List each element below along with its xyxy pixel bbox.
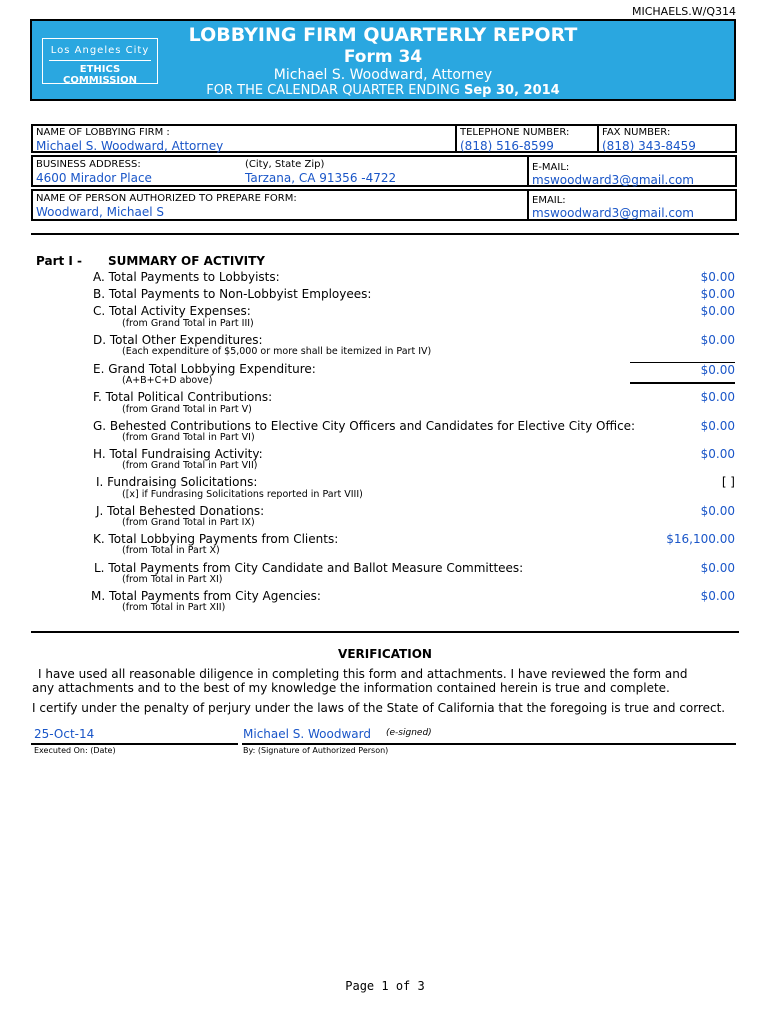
item-b-label: B. Total Payments to Non-Lobbyist Employees: — [93, 287, 372, 301]
item-d-amount: $0.00 — [700, 333, 735, 347]
signer-name: Michael S. Woodward — [243, 727, 371, 741]
verification-heading: VERIFICATION — [338, 647, 432, 661]
item-e-label: E. Grand Total Lobbying Expenditure: — [93, 362, 316, 376]
report-title: LOBBYING FIRM QUARTERLY REPORT — [188, 24, 578, 46]
preparer-email-label: EMAIL: — [532, 195, 566, 206]
item-j-note: (from Grand Total in Part IX) — [122, 517, 255, 528]
item-l-amount: $0.00 — [700, 561, 735, 575]
item-m-note: (from Total in Part XII) — [122, 602, 226, 613]
item-g-label: G. Behested Contributions to Elective City Officers and Candidates for Elective City Office: — [93, 419, 636, 433]
item-f-amount: $0.00 — [700, 390, 735, 404]
item-l-note: (from Total in Part XI) — [122, 574, 223, 585]
quarter-prefix: FOR THE CALENDAR QUARTER ENDING — [206, 83, 460, 98]
preparer-box — [31, 189, 737, 221]
item-d-label: D. Total Other Expenditures: — [93, 333, 263, 347]
form-number: Form 34 — [343, 47, 423, 67]
item-c-label: C. Total Activity Expenses: — [93, 304, 251, 318]
item-f-note: (from Grand Total in Part V) — [122, 404, 252, 415]
firm-name-box — [31, 124, 737, 153]
divider — [455, 126, 457, 151]
item-g-note: (from Grand Total in Part VI) — [122, 432, 255, 443]
verification-paragraph-1: I have used all reasonable diligence in completing this form and attachments. I have reviewed the form and any attachments and to the best of my knowledge the information contained herein is true and complete. — [32, 667, 688, 695]
item-k-label: K. Total Lobbying Payments from Clients: — [93, 532, 339, 546]
email-label: E-MAIL: — [532, 162, 570, 173]
phone-value: (818) 516-8599 — [460, 139, 554, 153]
verification-paragraph-2: I certify under the penalty of perjury under the laws of the State of California that the foregoing is true and correct. — [32, 701, 726, 715]
signer-signature-line — [242, 743, 736, 745]
item-e-amount: $0.00 — [700, 363, 735, 377]
phone-label: TELEPHONE NUMBER: — [460, 127, 570, 138]
item-g-amount: $0.00 — [700, 419, 735, 433]
signer-caption: By: (Signature of Authorized Person) — [243, 746, 389, 755]
address-box — [31, 155, 737, 187]
item-c-amount: $0.00 — [700, 304, 735, 318]
item-j-amount: $0.00 — [700, 504, 735, 518]
item-h-label: H. Total Fundraising Activity: — [93, 447, 263, 461]
firm-name-value: Michael S. Woodward, Attorney — [36, 139, 224, 153]
section-divider — [31, 631, 739, 633]
item-c-note: (from Grand Total in Part III) — [122, 318, 254, 329]
item-b-amount: $0.00 — [700, 287, 735, 301]
divider — [597, 126, 599, 151]
fax-value: (818) 343-8459 — [602, 139, 696, 153]
item-h-amount: $0.00 — [700, 447, 735, 461]
file-id: MICHAELS.W/Q314 — [631, 5, 736, 18]
filer-name: Michael S. Woodward, Attorney — [273, 67, 493, 83]
logo-commission-text: ETHICS COMMISSION — [62, 64, 137, 86]
item-k-note: (from Total in Part X) — [122, 545, 220, 556]
quarter-line — [32, 83, 734, 98]
item-m-label: M. Total Payments from City Agencies: — [91, 589, 321, 603]
city-label: (City, State Zip) — [245, 159, 325, 170]
item-f-label: F. Total Political Contributions: — [93, 390, 273, 404]
item-i-label: I. Fundraising Solicitations: — [96, 475, 258, 489]
item-l-label: L. Total Payments from City Candidate and Ballot Measure Committees: — [94, 561, 524, 575]
report-header-banner — [30, 19, 736, 101]
total-rule-bottom — [630, 382, 735, 384]
item-h-note: (from Grand Total in Part VII) — [122, 460, 258, 471]
part-label: Part I - — [36, 254, 83, 268]
item-i-note: ([x] if Fundrasing Solicitations reported in Part VIII) — [122, 489, 363, 500]
esigned-note: (e-signed) — [386, 728, 432, 738]
section-divider — [31, 233, 739, 235]
item-j-label: J. Total Behested Donations: — [96, 504, 265, 518]
date-caption: Executed On: (Date) — [34, 746, 116, 755]
preparer-label: NAME OF PERSON AUTHORIZED TO PREPARE FORM: — [36, 193, 297, 204]
page-number: Page 1 of 3 — [345, 979, 425, 993]
fax-label: FAX NUMBER: — [602, 127, 671, 138]
address-label: BUSINESS ADDRESS: — [36, 159, 141, 170]
preparer-email-value: mswoodward3@gmail.com — [532, 206, 694, 220]
execution-date: 25-Oct-14 — [34, 727, 95, 741]
city-value: Tarzana, CA 91356 -4722 — [245, 171, 397, 185]
item-k-amount: $16,100.00 — [666, 532, 735, 546]
divider — [527, 157, 529, 185]
logo-city-text: Los Angeles City — [50, 45, 150, 56]
date-signature-line — [31, 743, 238, 745]
item-a-label: A. Total Payments to Lobbyists: — [93, 270, 280, 284]
item-a-amount: $0.00 — [700, 270, 735, 284]
summary-heading: SUMMARY OF ACTIVITY — [108, 254, 265, 268]
preparer-value: Woodward, Michael S — [36, 205, 164, 219]
item-i-checkbox: [ ] — [721, 475, 735, 489]
quarter-date: Sep 30, 2014 — [463, 83, 560, 98]
item-d-note: (Each expenditure of $5,000 or more shall be itemized in Part IV) — [122, 346, 432, 357]
email-value: mswoodward3@gmail.com — [532, 173, 694, 187]
item-e-note: (A+B+C+D above) — [122, 375, 213, 386]
address-value: 4600 Mirador Place — [36, 171, 152, 185]
divider — [527, 191, 529, 219]
item-m-amount: $0.00 — [700, 589, 735, 603]
firm-name-label: NAME OF LOBBYING FIRM : — [36, 127, 170, 138]
